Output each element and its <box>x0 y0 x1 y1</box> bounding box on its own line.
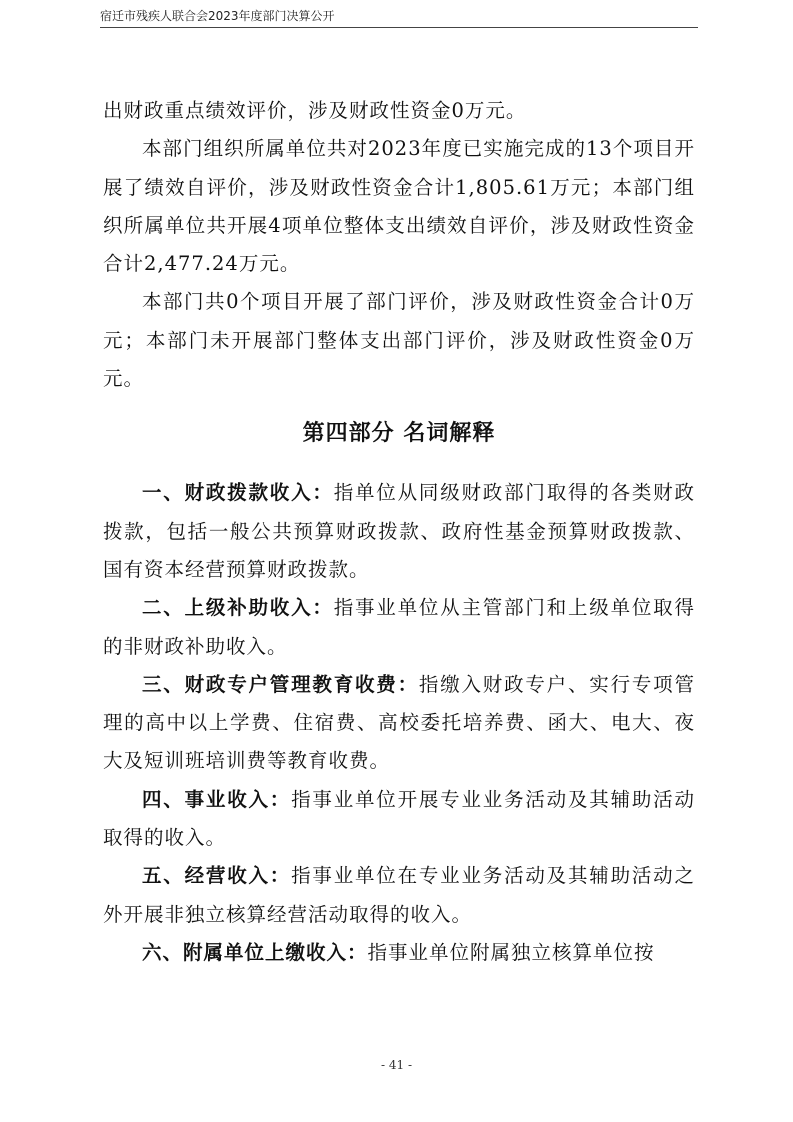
section-title: 第四部分 名词解释 <box>302 421 496 447</box>
definition-item <box>103 781 695 858</box>
definition-text: 指单位从同级财政部门取得的各类财政拨款，包括一般公共预算财政拨款、政府性基金预算财政拨款、国有资本经营预算财政拨款。 <box>103 481 695 581</box>
definition-term: 三、财政专户管理教育收费： <box>142 672 419 696</box>
definition-term: 四、事业收入： <box>142 787 292 811</box>
paragraph: 出财政重点绩效评价，涉及财政性资金0万元。 <box>103 99 527 122</box>
definition-term: 五、经营收入： <box>142 864 292 888</box>
definition-item <box>103 934 695 972</box>
definition-term: 六、附属单位上缴收入： <box>142 940 368 964</box>
definition-item <box>103 474 695 589</box>
definition-text: 指事业单位在专业业务活动及其辅助活动之外开展非独立核算经营活动取得的收入。 <box>103 864 695 926</box>
document-body <box>103 92 695 972</box>
page-number: - 41 - <box>380 1058 412 1072</box>
definition-item <box>103 857 695 934</box>
definition-text: 指事业单位开展专业业务活动及其辅助活动取得的收入。 <box>103 787 695 850</box>
definition-text: 指事业单位从主管部门和上级单位取得的非财政补助收入。 <box>103 596 695 658</box>
paragraph: 本部门共0个项目开展了部门评价，涉及财政性资金合计0万元；本部门未开展部门整体支出部门评价，涉及财政性资金0万元。 <box>103 290 695 391</box>
definition-text: 指缴入财政专户、实行专项管理的高中以上学费、住宿费、高校委托培养费、函大、电大、夜大及短训班培训费等教育收费。 <box>103 672 695 773</box>
definition-item <box>103 666 695 781</box>
definition-text: 指事业单位附属独立核算单位按 <box>367 940 655 964</box>
page-header <box>100 7 698 28</box>
header-title: 宿迁市残疾人联合会2023年度部门决算公开 <box>100 9 335 23</box>
definition-item <box>103 589 695 666</box>
definition-term: 一、财政拨款收入： <box>142 481 334 505</box>
definition-term: 二、上级补助收入： <box>142 596 334 620</box>
paragraph: 本部门组织所属单位共对2023年度已实施完成的13个项目开展了绩效自评价，涉及财政性资金合计1,805.61万元；本部门组织所属单位共开展4项单位整体支出绩效自评价，涉及财政性资金合计2,477.24万元。 <box>103 137 695 276</box>
